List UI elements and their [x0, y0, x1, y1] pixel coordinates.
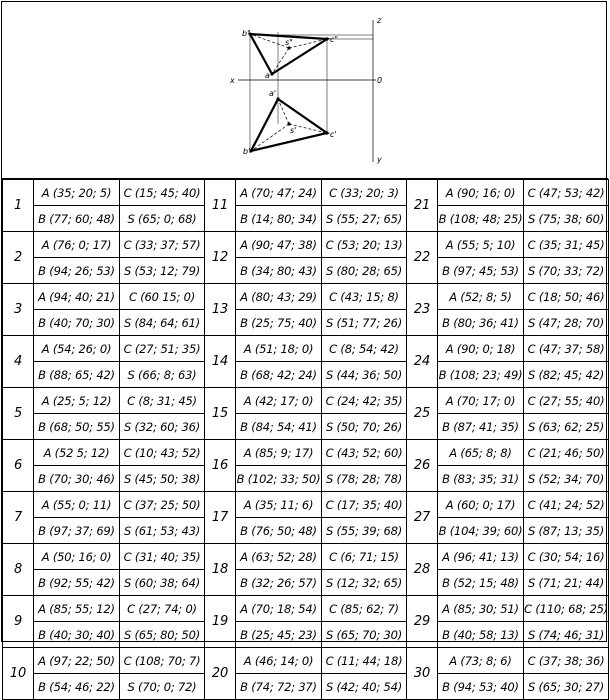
point-a-coords: A (70; 47; 24) [236, 180, 322, 206]
point-s-coords: S (70; 0; 72) [120, 674, 205, 700]
table-row [3, 206, 609, 232]
point-b-coords: B (74; 72; 37) [236, 674, 322, 700]
table-row [3, 414, 609, 440]
label-c1: c' [330, 130, 337, 139]
page-frame [1, 1, 608, 694]
point-c-coords: C (108; 70; 7) [120, 648, 205, 674]
point-c-coords: C (8; 31; 45) [120, 388, 205, 414]
point-s-coords: S (55; 27; 65) [322, 206, 407, 232]
point-b-coords: B (84; 54; 41) [236, 414, 322, 440]
point-b-coords: B (88; 65; 42) [34, 362, 120, 388]
point-c-coords: C (17; 35; 40) [322, 492, 407, 518]
point-a-coords: A (63; 52; 28) [236, 544, 322, 570]
point-a-coords: A (55; 5; 10) [438, 232, 524, 258]
table-row [3, 674, 609, 700]
table-row [3, 570, 609, 596]
point-a-coords: A (94; 40; 21) [34, 284, 120, 310]
label-z: z [377, 16, 382, 25]
point-c-coords: C (27; 55; 40) [524, 388, 609, 414]
table-row [3, 284, 609, 310]
point-s-coords: S (53; 12; 79) [120, 258, 205, 284]
point-s-coords: S (51; 77; 26) [322, 310, 407, 336]
point-b-coords: B (102; 33; 50) [236, 466, 322, 492]
point-a-coords: A (85; 30; 51) [438, 596, 524, 622]
point-a-coords: A (25; 5; 12) [34, 388, 120, 414]
label-y: y [377, 155, 382, 164]
point-s-coords: S (66; 8; 63) [120, 362, 205, 388]
point-a-coords: A (85; 55; 12) [34, 596, 120, 622]
point-s-coords: S (50; 70; 26) [322, 414, 407, 440]
label-s2: s" [285, 38, 293, 47]
point-a-coords: A (35; 11; 6) [236, 492, 322, 518]
point-s-coords: S (61; 53; 43) [120, 518, 205, 544]
point-c-coords: C (24; 42; 35) [322, 388, 407, 414]
point-s-coords: S (60; 38; 64) [120, 570, 205, 596]
variant-number: 19 [205, 596, 236, 648]
point-s-coords: S (52; 34; 70) [524, 466, 609, 492]
point-b-coords: B (80; 36; 41) [438, 310, 524, 336]
point-s-coords: S (87; 13; 35) [524, 518, 609, 544]
point-c-coords: C (43; 15; 8) [322, 284, 407, 310]
label-a2: a" [265, 71, 274, 80]
variants-table [2, 179, 609, 700]
point-a-coords: A (52 5; 12) [34, 440, 120, 466]
point-b-coords: B (25; 75; 40) [236, 310, 322, 336]
point-s-coords: S (65; 80; 50) [120, 622, 205, 648]
point-s-coords: S (71; 21; 44) [524, 570, 609, 596]
point-c-coords: C (33; 37; 57) [120, 232, 205, 258]
variant-number: 8 [3, 544, 34, 596]
point-s-coords: S (32; 60; 36) [120, 414, 205, 440]
point-s-coords: S (82; 45; 42) [524, 362, 609, 388]
point-c-coords: C (110; 68; 25) [524, 596, 609, 622]
point-c-coords: C (35; 31; 45) [524, 232, 609, 258]
point-a-coords: A (90; 0; 18) [438, 336, 524, 362]
variant-number: 20 [205, 648, 236, 700]
table-row [3, 596, 609, 622]
point-b-coords: B (25; 45; 23) [236, 622, 322, 648]
point-b-coords: B (94; 26; 53) [34, 258, 120, 284]
point-c-coords: C (18; 50; 46) [524, 284, 609, 310]
point-b-coords: B (83; 35; 31) [438, 466, 524, 492]
point-b-coords: B (32; 26; 57) [236, 570, 322, 596]
point-b-coords: B (108; 48; 25) [438, 206, 524, 232]
table-row [3, 648, 609, 674]
point-a-coords: A (76; 0; 17) [34, 232, 120, 258]
point-c-coords: C (47; 53; 42) [524, 180, 609, 206]
variant-number: 15 [205, 388, 236, 440]
point-c-coords: C (15; 45; 40) [120, 180, 205, 206]
label-b2: b" [242, 29, 251, 38]
point-a-coords: A (50; 16; 0) [34, 544, 120, 570]
point-b-coords: B (68; 50; 55) [34, 414, 120, 440]
point-b-coords: B (54; 46; 22) [34, 674, 120, 700]
point-a-coords: A (46; 14; 0) [236, 648, 322, 674]
variant-number: 9 [3, 596, 34, 648]
point-c-coords: C (47; 37; 58) [524, 336, 609, 362]
variant-number: 6 [3, 440, 34, 492]
point-s-coords: S (44; 36; 50) [322, 362, 407, 388]
point-s-coords: S (65; 30; 27) [524, 674, 609, 700]
point-c-coords: C (33; 20; 3) [322, 180, 407, 206]
point-a-coords: A (70; 18; 54) [236, 596, 322, 622]
variant-number: 28 [407, 544, 438, 596]
point-a-coords: A (90; 16; 0) [438, 180, 524, 206]
point-a-coords: A (35; 20; 5) [34, 180, 120, 206]
variant-number: 16 [205, 440, 236, 492]
point-b-coords: B (76; 50; 48) [236, 518, 322, 544]
point-s-coords: S (63; 62; 25) [524, 414, 609, 440]
point-c-coords: C (31; 40; 35) [120, 544, 205, 570]
point-s-coords: S (78; 28; 78) [322, 466, 407, 492]
label-b1: b' [243, 147, 251, 156]
point-s-coords: S (65; 70; 30) [322, 622, 407, 648]
table-row [3, 466, 609, 492]
variant-number: 7 [3, 492, 34, 544]
point-s-coords: S (70; 33; 72) [524, 258, 609, 284]
label-a1: a' [269, 89, 277, 98]
variant-number: 1 [3, 180, 34, 232]
point-c-coords: C (21; 46; 50) [524, 440, 609, 466]
variant-number: 17 [205, 492, 236, 544]
variant-number: 21 [407, 180, 438, 232]
point-c-coords: C (37; 25; 50) [120, 492, 205, 518]
point-c-coords: C (53; 20; 13) [322, 232, 407, 258]
point-a-coords: A (70; 17; 0) [438, 388, 524, 414]
variant-number: 14 [205, 336, 236, 388]
point-c-coords: C (27; 51; 35) [120, 336, 205, 362]
table-row [3, 258, 609, 284]
table-row [3, 388, 609, 414]
table-row [3, 544, 609, 570]
point-b-coords: B (70; 30; 46) [34, 466, 120, 492]
variant-number: 23 [407, 284, 438, 336]
table-row [3, 622, 609, 648]
point-a-coords: A (80; 43; 29) [236, 284, 322, 310]
table-row [3, 336, 609, 362]
table-row [3, 518, 609, 544]
label-x: x [230, 76, 235, 85]
point-c-coords: C (27; 74; 0) [120, 596, 205, 622]
point-b-coords: B (97; 45; 53) [438, 258, 524, 284]
point-b-coords: B (92; 55; 42) [34, 570, 120, 596]
point-b-coords: B (87; 41; 35) [438, 414, 524, 440]
point-s-coords: S (74; 46; 31) [524, 622, 609, 648]
variant-number: 11 [205, 180, 236, 232]
epure-svg [2, 2, 608, 179]
point-s-coords: S (45; 50; 38) [120, 466, 205, 492]
point-b-coords: B (34; 80; 43) [236, 258, 322, 284]
point-s-coords: S (65; 0; 68) [120, 206, 205, 232]
variant-number: 29 [407, 596, 438, 648]
point-c-coords: C (8; 54; 42) [322, 336, 407, 362]
point-c-coords: C (6; 71; 15) [322, 544, 407, 570]
point-b-coords: B (40; 58; 13) [438, 622, 524, 648]
point-a-coords: A (97; 22; 50) [34, 648, 120, 674]
variant-number: 12 [205, 232, 236, 284]
point-a-coords: A (85; 9; 17) [236, 440, 322, 466]
point-s-coords: S (12; 32; 65) [322, 570, 407, 596]
point-b-coords: B (104; 39; 60) [438, 518, 524, 544]
label-s1: s' [290, 126, 297, 135]
variant-number: 5 [3, 388, 34, 440]
point-c-coords: C (43; 52; 60) [322, 440, 407, 466]
variant-number: 27 [407, 492, 438, 544]
point-a-coords: A (52; 8; 5) [438, 284, 524, 310]
point-b-coords: B (97; 37; 69) [34, 518, 120, 544]
point-a-coords: A (96; 41; 13) [438, 544, 524, 570]
variant-number: 3 [3, 284, 34, 336]
point-c-coords: C (10; 43; 52) [120, 440, 205, 466]
point-a-coords: A (73; 8; 6) [438, 648, 524, 674]
table-row [3, 362, 609, 388]
table-row [3, 180, 609, 206]
point-b-coords: B (40; 30; 40) [34, 622, 120, 648]
point-a-coords: A (51; 18; 0) [236, 336, 322, 362]
point-a-coords: A (65; 8; 8) [438, 440, 524, 466]
variant-number: 10 [3, 648, 34, 700]
point-a-coords: A (54; 26; 0) [34, 336, 120, 362]
point-a-coords: A (42; 17; 0) [236, 388, 322, 414]
point-c-coords: C (11; 44; 18) [322, 648, 407, 674]
table-row [3, 440, 609, 466]
variant-number: 2 [3, 232, 34, 284]
point-a-coords: A (55; 0; 11) [34, 492, 120, 518]
variant-number: 25 [407, 388, 438, 440]
point-s-coords: S (80; 28; 65) [322, 258, 407, 284]
point-a-coords: A (60; 0; 17) [438, 492, 524, 518]
point-c-coords: C (41; 24; 52) [524, 492, 609, 518]
point-c-coords: C (60 15; 0) [120, 284, 205, 310]
point-c-coords: C (37; 38; 36) [524, 648, 609, 674]
point-c-coords: C (30; 54; 16) [524, 544, 609, 570]
point-s-coords: S (84; 64; 61) [120, 310, 205, 336]
point-s-coords: S (55; 39; 68) [322, 518, 407, 544]
point-b-coords: B (108; 23; 49) [438, 362, 524, 388]
table-row [3, 492, 609, 518]
point-s-coords: S (47; 28; 70) [524, 310, 609, 336]
variant-number: 30 [407, 648, 438, 700]
label-c2: c" [330, 35, 339, 44]
point-s-coords: S (75; 38; 60) [524, 206, 609, 232]
point-b-coords: B (14; 80; 34) [236, 206, 322, 232]
table-row [3, 310, 609, 336]
label-origin: 0 [377, 76, 383, 85]
point-a-coords: A (90; 47; 38) [236, 232, 322, 258]
variant-number: 26 [407, 440, 438, 492]
variant-number: 24 [407, 336, 438, 388]
variant-number: 18 [205, 544, 236, 596]
point-s-coords: S (42; 40; 54) [322, 674, 407, 700]
point-b-coords: B (52; 15; 48) [438, 570, 524, 596]
table-row [3, 232, 609, 258]
point-b-coords: B (77; 60; 48) [34, 206, 120, 232]
point-b-coords: B (40; 70; 30) [34, 310, 120, 336]
variant-number: 13 [205, 284, 236, 336]
point-b-coords: B (68; 42; 24) [236, 362, 322, 388]
projection-drawing [2, 2, 608, 179]
variant-number: 22 [407, 232, 438, 284]
point-c-coords: C (85; 62; 7) [322, 596, 407, 622]
variant-number: 4 [3, 336, 34, 388]
point-b-coords: B (94; 53; 40) [438, 674, 524, 700]
